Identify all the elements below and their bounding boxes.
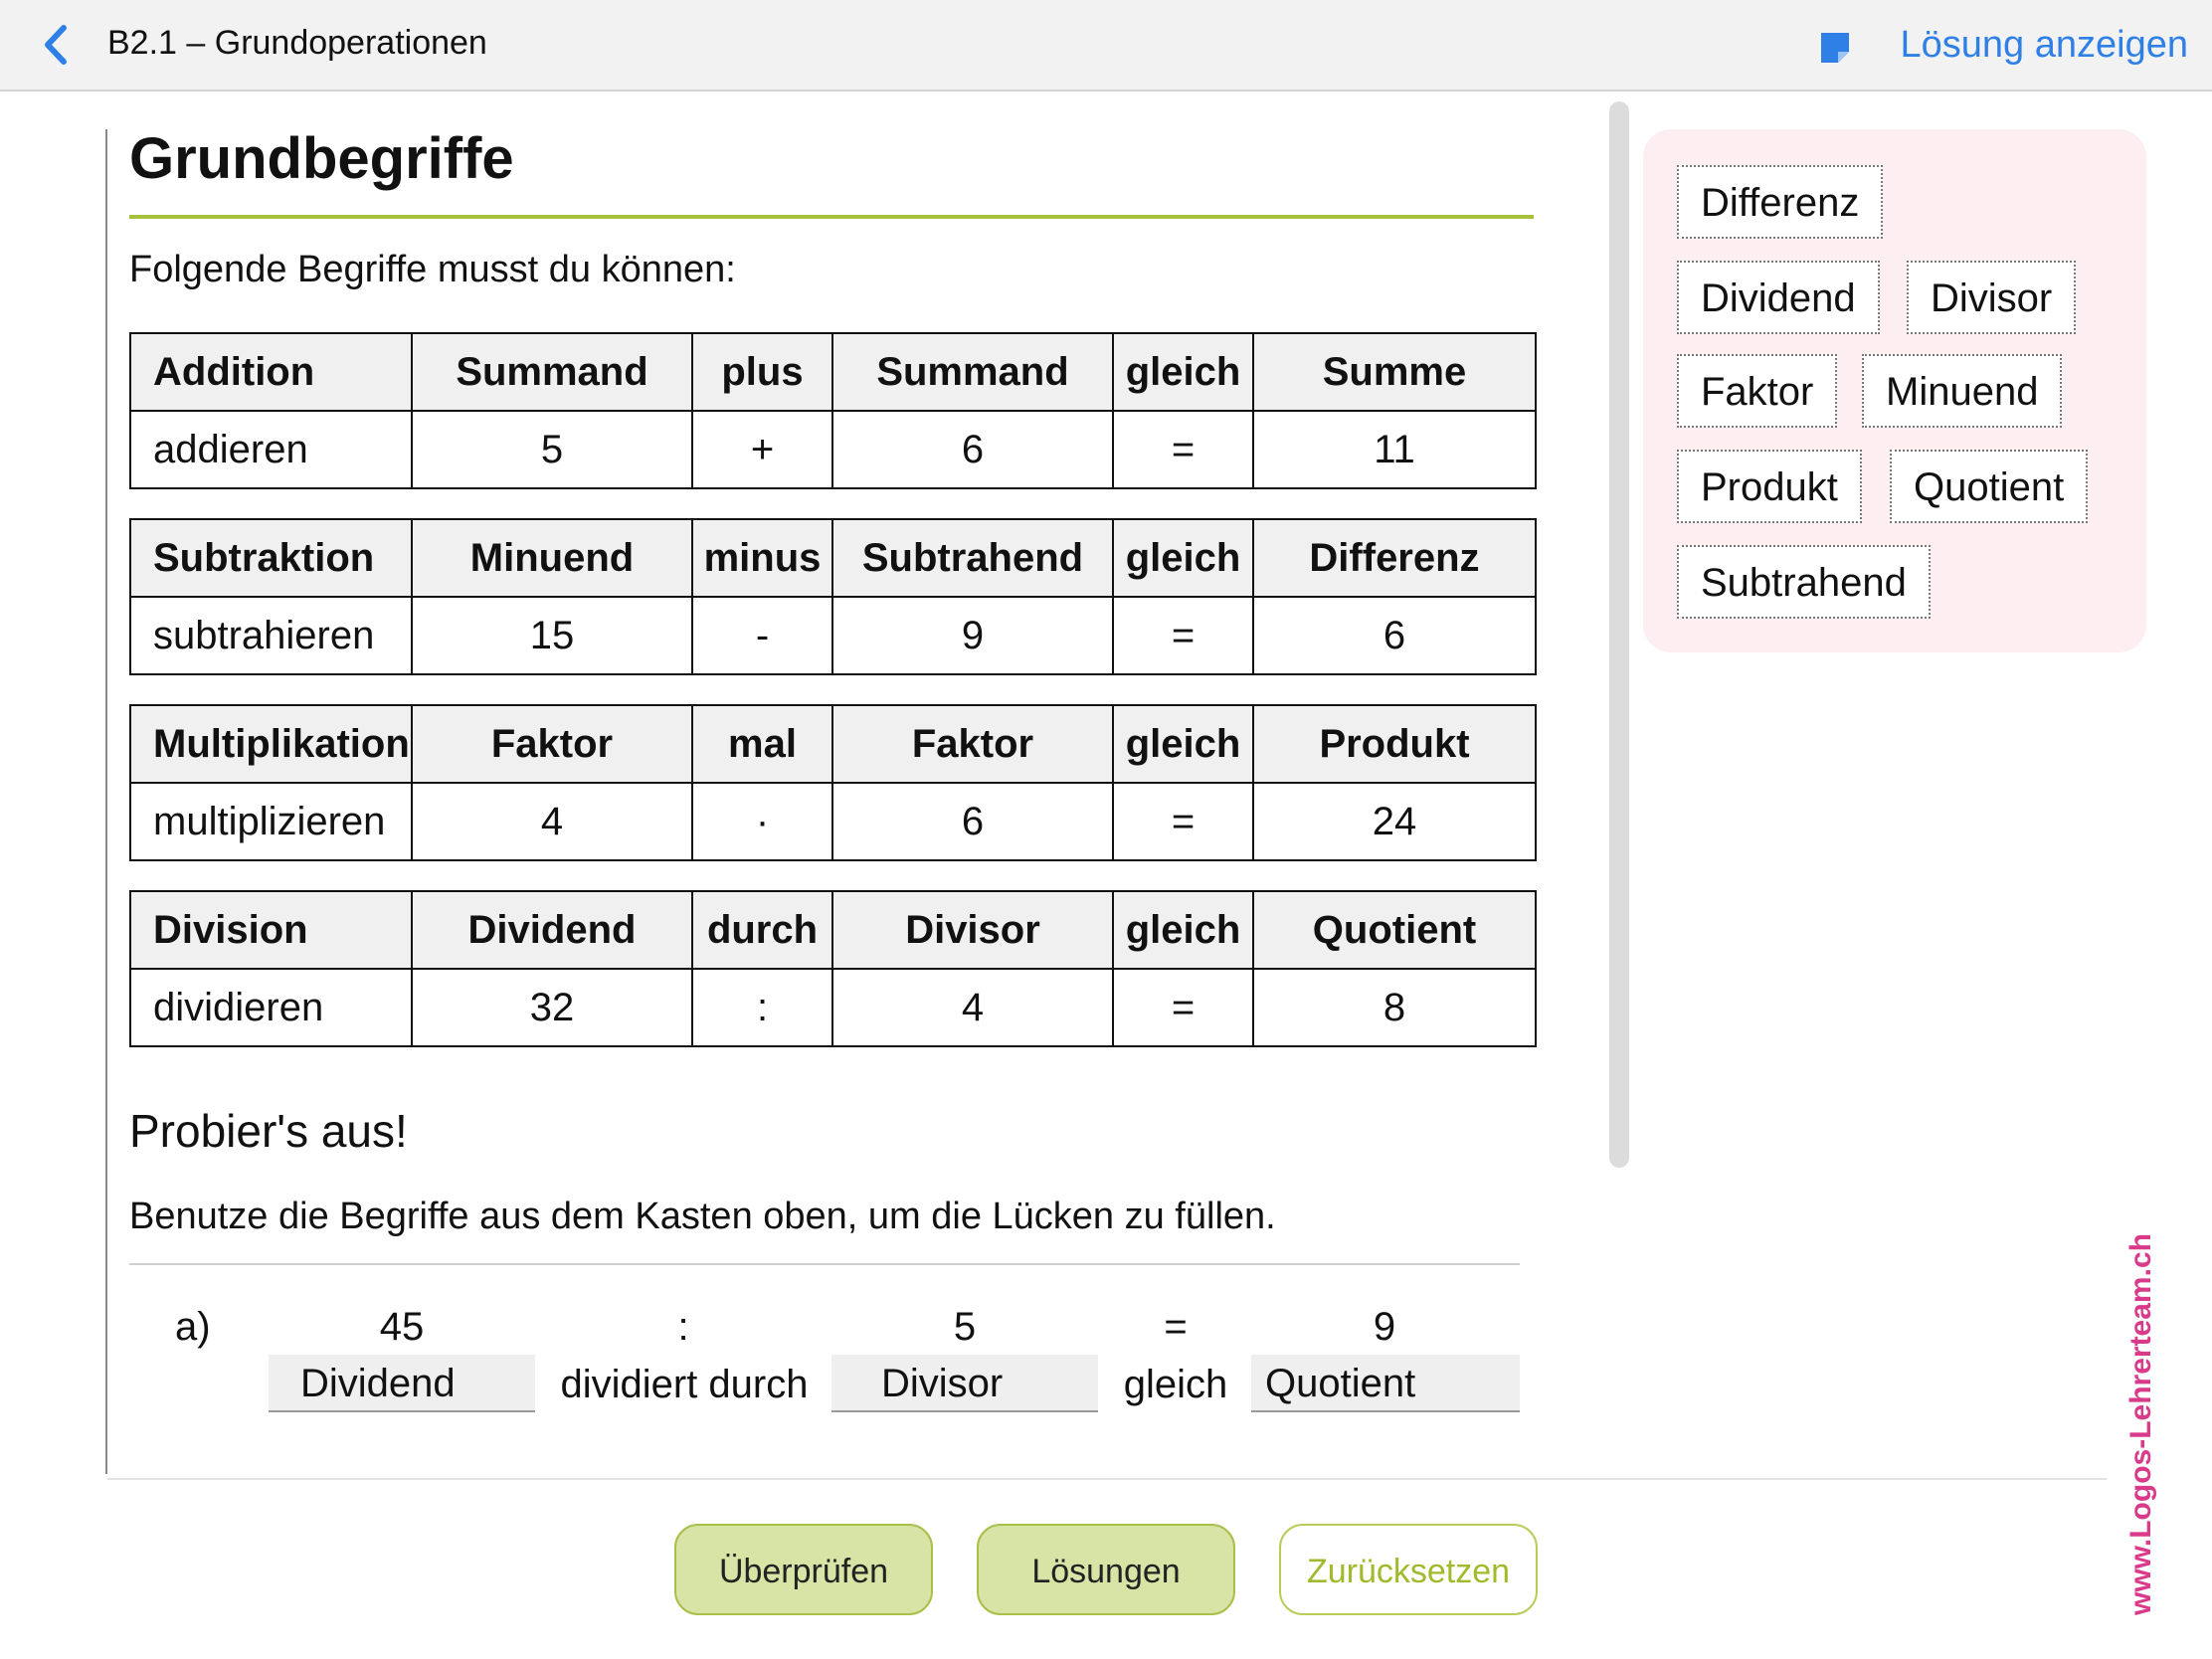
instruction-divider (129, 1263, 1520, 1265)
exercise-word: gleich (1123, 1363, 1228, 1406)
watermark-text: www.Logos-Lehrerteam.ch (2124, 1233, 2157, 1615)
multiplication-table (129, 704, 1537, 861)
intro-text: Folgende Begriffe musst du können: (129, 249, 736, 290)
table-cell: = (1113, 783, 1253, 860)
table-header-cell: gleich (1113, 333, 1253, 411)
table-cell: 6 (832, 411, 1113, 488)
word-bank (1643, 129, 2146, 652)
table-header-cell: Dividend (412, 891, 692, 969)
footer-divider (107, 1478, 2107, 1480)
table-cell: - (692, 597, 832, 674)
table-header-cell: Addition (130, 333, 412, 411)
table-header-cell: Subtraktion (130, 519, 412, 597)
table-cell: 5 (412, 411, 692, 488)
table-cell: 8 (1253, 969, 1536, 1046)
table-cell: 4 (412, 783, 692, 860)
table-cell: multiplizieren (130, 783, 412, 860)
table-cell: 6 (832, 783, 1113, 860)
word-chip-faktor[interactable]: Faktor (1677, 354, 1837, 428)
table-header-cell: Produkt (1253, 705, 1536, 783)
instruction-text: Benutze die Begriffe aus dem Kasten oben, um die Lücken zu füllen. (129, 1196, 1276, 1237)
word-chip-differenz[interactable]: Differenz (1677, 165, 1883, 239)
answer-slot-dividend[interactable]: Dividend (269, 1355, 535, 1412)
division-table (129, 890, 1537, 1047)
answer-slot-divisor[interactable]: Divisor (831, 1355, 1098, 1412)
word-chip-produkt[interactable]: Produkt (1677, 450, 1862, 523)
table-header-cell: plus (692, 333, 832, 411)
table-header-cell: Faktor (832, 705, 1113, 783)
reset-button[interactable]: Zurücksetzen (1279, 1524, 1538, 1615)
page-title: Grundbegriffe (129, 126, 514, 191)
subtraction-table (129, 518, 1537, 675)
show-solution-link[interactable]: Lösung anzeigen (1900, 24, 2188, 66)
section-title: Probier's aus! (129, 1105, 408, 1157)
table-cell: dividieren (130, 969, 412, 1046)
table-header-cell: Differenz (1253, 519, 1536, 597)
table-cell: 15 (412, 597, 692, 674)
table-cell: 9 (832, 597, 1113, 674)
table-header-cell: Faktor (412, 705, 692, 783)
word-chip-subtrahend[interactable]: Subtrahend (1677, 545, 1931, 619)
table-header-cell: Multiplikation (130, 705, 412, 783)
table-cell: = (1113, 411, 1253, 488)
exercise-number: 9 (1373, 1305, 1396, 1349)
table-header-cell: Divisor (832, 891, 1113, 969)
exercise-number: 5 (953, 1305, 977, 1349)
exercise-operator: = (1164, 1305, 1188, 1349)
check-button[interactable]: Überprüfen (674, 1524, 933, 1615)
word-chip-divisor[interactable]: Divisor (1907, 261, 2076, 334)
table-header-cell: Division (130, 891, 412, 969)
table-cell: 24 (1253, 783, 1536, 860)
table-cell: 6 (1253, 597, 1536, 674)
exercise-word: dividiert durch (560, 1363, 809, 1406)
top-bar (0, 0, 2212, 92)
table-header-cell: gleich (1113, 519, 1253, 597)
table-cell: 4 (832, 969, 1113, 1046)
title-underline (129, 215, 1534, 219)
table-header-cell: Quotient (1253, 891, 1536, 969)
word-chip-minuend[interactable]: Minuend (1862, 354, 2062, 428)
table-header-cell: gleich (1113, 705, 1253, 783)
table-header-cell: durch (692, 891, 832, 969)
table-header-cell: Summand (412, 333, 692, 411)
table-header-cell: Subtrahend (832, 519, 1113, 597)
solutions-button[interactable]: Lösungen (977, 1524, 1235, 1615)
scrollbar[interactable] (1609, 101, 1629, 1168)
exercise-number: 45 (379, 1305, 425, 1349)
chevron-left-icon[interactable] (36, 22, 76, 68)
table-header-cell: minus (692, 519, 832, 597)
table-cell: 32 (412, 969, 692, 1046)
content-left-border (105, 129, 107, 1474)
table-cell: + (692, 411, 832, 488)
table-cell: = (1113, 597, 1253, 674)
word-chip-dividend[interactable]: Dividend (1677, 261, 1880, 334)
answer-slot-quotient[interactable]: Quotient (1251, 1355, 1520, 1412)
table-cell: : (692, 969, 832, 1046)
table-header-cell: gleich (1113, 891, 1253, 969)
table-header-cell: Summe (1253, 333, 1536, 411)
word-chip-quotient[interactable]: Quotient (1890, 450, 2088, 523)
exercise-label: a) (175, 1305, 211, 1349)
table-header-cell: Summand (832, 333, 1113, 411)
table-cell: = (1113, 969, 1253, 1046)
table-cell: · (692, 783, 832, 860)
addition-table (129, 332, 1537, 489)
table-cell: subtrahieren (130, 597, 412, 674)
note-icon[interactable] (1818, 30, 1852, 66)
table-cell: 11 (1253, 411, 1536, 488)
table-header-cell: mal (692, 705, 832, 783)
table-cell: addieren (130, 411, 412, 488)
table-header-cell: Minuend (412, 519, 692, 597)
exercise-operator: : (677, 1305, 689, 1349)
page-header-title: B2.1 – Grundoperationen (107, 24, 487, 62)
